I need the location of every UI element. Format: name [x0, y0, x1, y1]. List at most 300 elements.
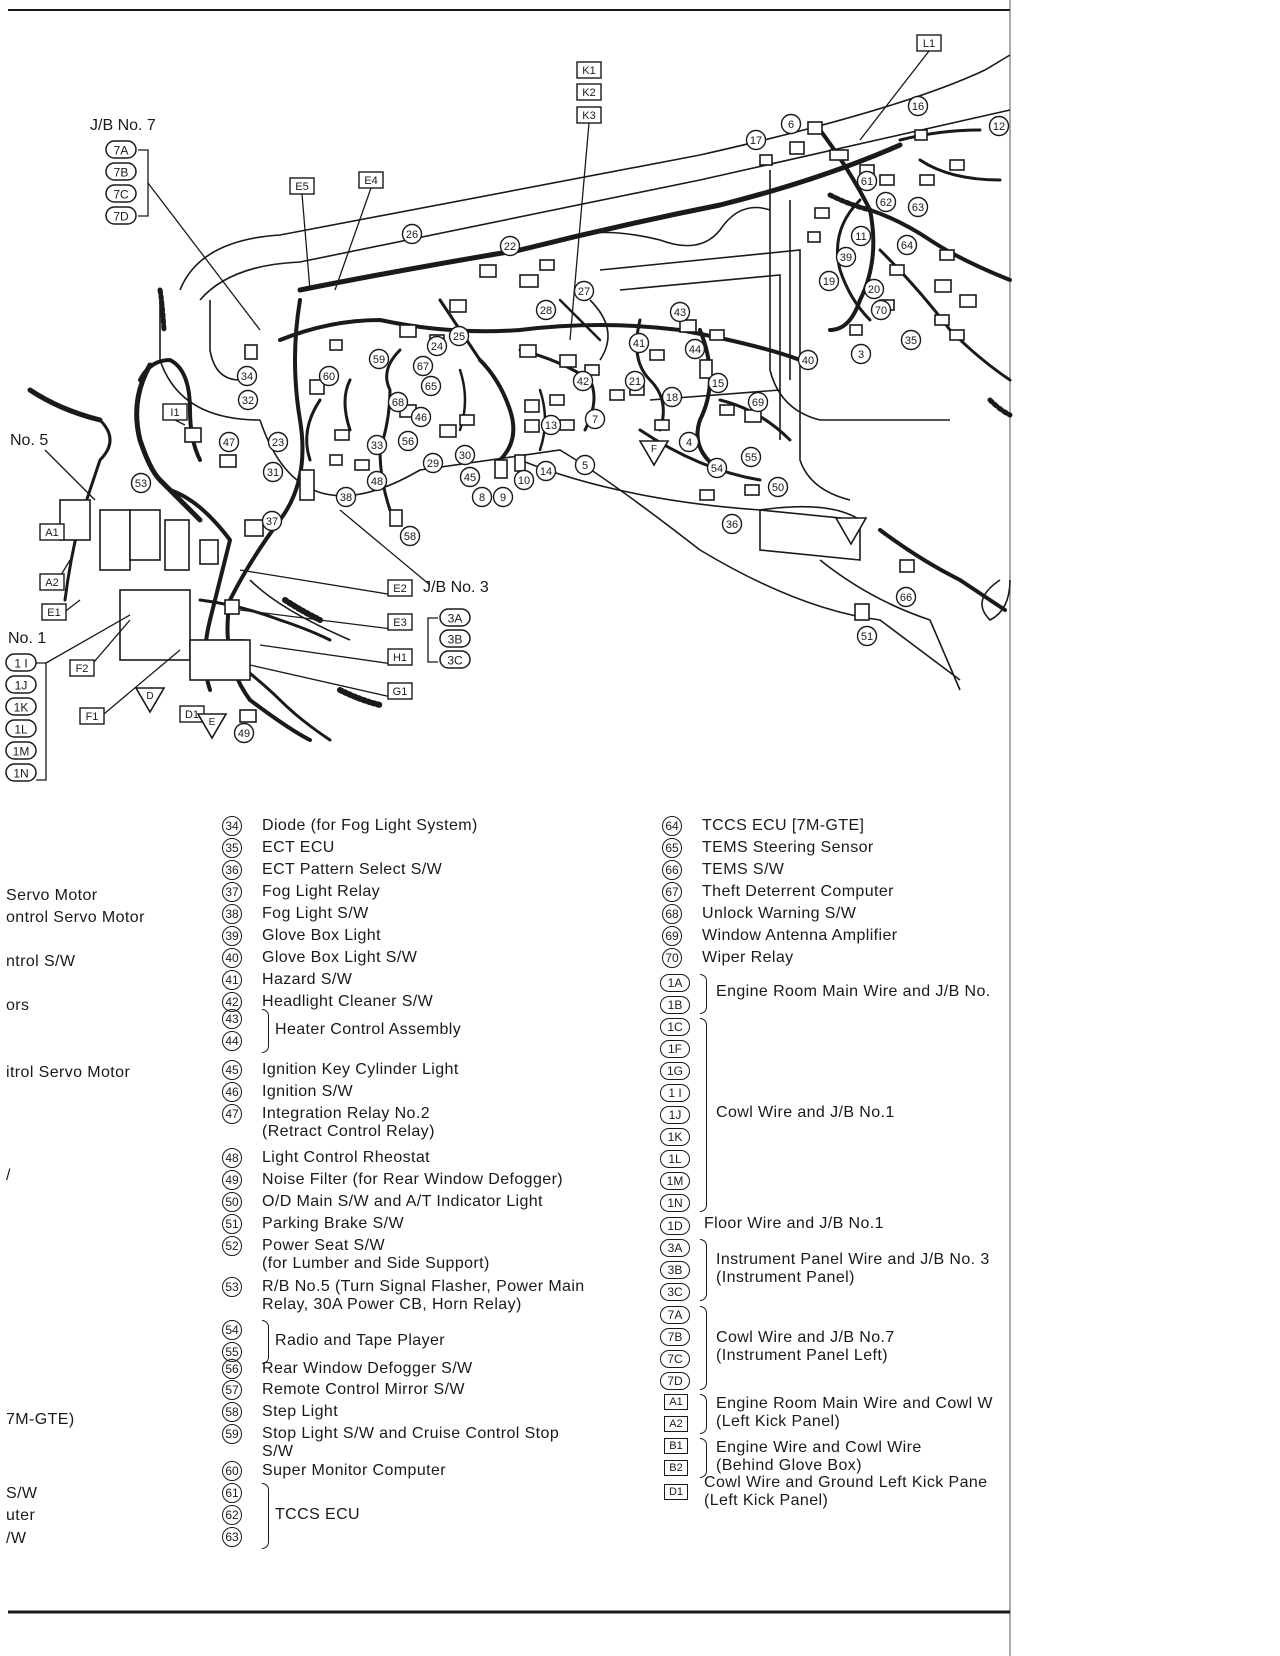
callout-47: [220, 433, 239, 452]
svg-text:47: 47: [222, 437, 236, 449]
rb5-title: No. 5: [10, 432, 49, 449]
svg-text:F1: F1: [85, 711, 99, 723]
legend-middle-text: Hazard S/W: [262, 971, 353, 988]
callout-45: [461, 468, 480, 487]
callout-49: [235, 724, 254, 743]
callout-53: [132, 474, 151, 493]
jb7-code-0: [106, 141, 136, 158]
svg-text:3A: 3A: [447, 611, 463, 626]
legend-code-badge: B2: [664, 1460, 688, 1476]
jb7-code-1: [106, 163, 136, 180]
callout-24: [428, 337, 447, 356]
legend-right-text: Unlock Warning S/W: [702, 905, 857, 922]
svg-text:25: 25: [452, 331, 466, 343]
box-label-k1: [577, 62, 601, 78]
legend-group-text: Cowl Wire and Ground Left Kick Pane: [704, 1474, 988, 1491]
callout-69: [749, 393, 768, 412]
legend-code-badge: 1K: [660, 1128, 690, 1146]
callout-33: [368, 436, 387, 455]
svg-text:54: 54: [710, 463, 724, 475]
jb1-code-2: [6, 698, 36, 715]
svg-text:48: 48: [370, 476, 384, 488]
legend-num-badge: 56: [222, 1359, 242, 1379]
legend-code-badge: 7C: [660, 1350, 690, 1368]
jb1-group: [6, 615, 130, 781]
box-label-a1: [40, 524, 64, 540]
legend-num-badge: 45: [222, 1060, 242, 1080]
callout-8: [473, 488, 492, 507]
legend-code-badge: B1: [664, 1438, 688, 1454]
callout-61: [858, 172, 877, 191]
svg-text:24: 24: [430, 341, 444, 353]
callout-60: [320, 367, 339, 386]
legend-num-badge: 54: [222, 1320, 242, 1340]
legend-num-badge: 55: [222, 1342, 242, 1362]
svg-text:46: 46: [414, 412, 428, 424]
legend-code-badge: 3C: [660, 1283, 690, 1301]
svg-text:7D: 7D: [113, 209, 129, 224]
svg-text:1K: 1K: [13, 700, 29, 715]
callout-20: [865, 280, 884, 299]
svg-text:53: 53: [134, 478, 148, 490]
legend-code-badge: 1L: [660, 1150, 690, 1168]
svg-text:K3: K3: [582, 110, 596, 122]
legend-middle-text: Glove Box Light: [262, 927, 381, 944]
legend-num-badge: 46: [222, 1082, 242, 1102]
svg-text:26: 26: [405, 229, 419, 241]
svg-text:I1: I1: [170, 407, 180, 419]
svg-text:69: 69: [751, 397, 765, 409]
legend-num-badge: 64: [662, 816, 682, 836]
legend-left-item: 7M-GTE): [6, 1411, 75, 1428]
legend-middle-text: Ignition S/W: [262, 1083, 354, 1100]
legend-left-item: /W: [6, 1530, 27, 1547]
legend-num-badge: 44: [222, 1031, 242, 1051]
svg-text:9: 9: [499, 492, 507, 504]
callout-13: [542, 416, 561, 435]
legend-left-item: uter: [6, 1507, 36, 1524]
svg-text:36: 36: [725, 519, 739, 531]
legend-code-badge: 1A: [660, 974, 690, 992]
callout-67: [414, 357, 433, 376]
legend-num-badge: 68: [662, 904, 682, 924]
ground-triangle-console: [836, 518, 866, 544]
svg-text:E3: E3: [393, 617, 407, 629]
legend-num-badge: 39: [222, 926, 242, 946]
callout-70: [872, 301, 891, 320]
legend-group-text: Cowl Wire and J/B No.7: [716, 1329, 895, 1346]
legend-num-badge: 63: [222, 1527, 242, 1547]
legend-middle-text: R/B No.5 (Turn Signal Flasher, Power Main: [262, 1278, 585, 1295]
legend-num-badge: 50: [222, 1192, 242, 1212]
jb3-code-2: [440, 651, 470, 668]
box-label-k2: [577, 84, 601, 100]
callout-50: [769, 478, 788, 497]
svg-text:70: 70: [874, 305, 888, 317]
legend-right-text: Window Antenna Amplifier: [702, 927, 898, 944]
legend-middle-text: Parking Brake S/W: [262, 1215, 404, 1232]
legend-left-item: S/W: [6, 1485, 38, 1502]
svg-text:43: 43: [673, 307, 687, 319]
legend-num-badge: 40: [222, 948, 242, 968]
legend-num-badge: 62: [222, 1505, 242, 1525]
legend-group-text2: (Behind Glove Box): [716, 1457, 862, 1474]
legend-code-badge: D1: [664, 1484, 688, 1500]
legend-middle-text: Headlight Cleaner S/W: [262, 993, 434, 1010]
svg-text:E1: E1: [47, 607, 61, 619]
jb7-title: J/B No. 7: [90, 117, 156, 134]
svg-text:38: 38: [339, 492, 353, 504]
legend-code-badge: 1 I: [660, 1084, 690, 1102]
callout-43: [671, 303, 690, 322]
jb1-code-3: [6, 720, 36, 737]
ground-triangle-e: [198, 714, 226, 738]
svg-text:11: 11: [855, 231, 867, 243]
legend-group-text2: (Instrument Panel Left): [716, 1347, 888, 1364]
legend-middle-text: Integration Relay No.2: [262, 1105, 431, 1122]
callout-21: [626, 372, 645, 391]
legend-group-text: Floor Wire and J/B No.1: [704, 1215, 884, 1232]
legend-code-badge: 3B: [660, 1261, 690, 1279]
svg-text:68: 68: [391, 397, 405, 409]
jb1-code-4: [6, 742, 36, 759]
svg-text:30: 30: [458, 450, 472, 462]
svg-text:K1: K1: [582, 65, 596, 77]
svg-text:7B: 7B: [113, 165, 129, 180]
box-label-l1: [860, 35, 941, 140]
callout-17: [747, 131, 766, 150]
svg-text:41: 41: [632, 338, 646, 350]
legend-num-badge: 42: [222, 992, 242, 1012]
legend-code-badge: 7A: [660, 1306, 690, 1324]
svg-text:K2: K2: [582, 87, 596, 99]
legend-group-text: Engine Wire and Cowl Wire: [716, 1439, 922, 1456]
svg-text:3B: 3B: [447, 632, 463, 647]
legend-middle-text2: (for Lumber and Side Support): [262, 1255, 490, 1272]
svg-text:17: 17: [749, 135, 763, 147]
legend-code-badge: A1: [664, 1394, 688, 1410]
legend-group-text2: (Instrument Panel): [716, 1269, 855, 1286]
callout-5: [576, 456, 595, 475]
legend-middle-text2: Relay, 30A Power CB, Horn Relay): [262, 1296, 522, 1313]
legend-num-badge: 53: [222, 1277, 242, 1297]
legend-num-badge: 38: [222, 904, 242, 924]
callout-25: [450, 327, 469, 346]
jb1-code-0: [6, 654, 36, 671]
svg-text:35: 35: [904, 335, 918, 347]
svg-text:7A: 7A: [113, 143, 129, 158]
svg-text:27: 27: [577, 286, 591, 298]
svg-text:23: 23: [271, 437, 285, 449]
legend-middle-text2: S/W: [262, 1443, 294, 1460]
svg-text:16: 16: [911, 101, 925, 113]
legend-brace: [700, 1306, 707, 1390]
legend-code-badge: 1J: [660, 1106, 690, 1124]
svg-text:33: 33: [370, 440, 384, 452]
svg-text:1N: 1N: [13, 766, 29, 781]
legend-right-text: Theft Deterrent Computer: [702, 883, 894, 900]
legend-brace: [262, 1320, 269, 1364]
legend-num-badge: 36: [222, 860, 242, 880]
legend-num-badge: 70: [662, 948, 682, 968]
legend-group-text: Engine Room Main Wire and J/B No.: [716, 983, 991, 1000]
svg-text:1M: 1M: [12, 744, 30, 759]
legend-num-badge: 69: [662, 926, 682, 946]
ground-triangle-d: [136, 688, 164, 712]
legend-middle-text: Stop Light S/W and Cruise Control Stop: [262, 1425, 560, 1442]
callout-9: [494, 488, 513, 507]
ground-triangle-f: [640, 441, 668, 465]
svg-text:45: 45: [463, 472, 477, 484]
legend-brace: [700, 1394, 707, 1434]
legend-brace: [700, 974, 707, 1014]
callout-12: [990, 117, 1009, 136]
callout-65: [422, 377, 441, 396]
svg-text:40: 40: [801, 355, 815, 367]
callout-62: [877, 193, 896, 212]
svg-text:67: 67: [416, 361, 430, 373]
legend-left-item: ontrol Servo Motor: [6, 909, 145, 926]
svg-text:1 I: 1 I: [14, 656, 28, 671]
callout-30: [456, 446, 475, 465]
callout-35: [902, 331, 921, 350]
callout-41: [630, 334, 649, 353]
callout-31: [264, 463, 283, 482]
connector-blocks: [60, 122, 976, 722]
callout-55: [742, 448, 761, 467]
callout-40: [799, 351, 818, 370]
legend-code-badge: 1M: [660, 1172, 690, 1190]
legend-code-badge: 7D: [660, 1372, 690, 1390]
legend-group-text2: (Left Kick Panel): [716, 1413, 841, 1430]
legend-num-badge: 41: [222, 970, 242, 990]
svg-text:31: 31: [266, 467, 280, 479]
callout-7: [586, 410, 605, 429]
callout-23: [269, 433, 288, 452]
callout-39: [837, 248, 856, 267]
svg-text:7: 7: [591, 414, 599, 426]
svg-text:56: 56: [401, 436, 415, 448]
legend-group-text: Cowl Wire and J/B No.1: [716, 1104, 895, 1121]
callout-56: [399, 432, 418, 451]
legend-num-badge: 52: [222, 1236, 242, 1256]
jb7-code-2: [106, 185, 136, 202]
callout-18: [663, 388, 682, 407]
legend-middle-text2: (Retract Control Relay): [262, 1123, 435, 1140]
callout-37: [263, 512, 282, 531]
svg-text:66: 66: [899, 592, 913, 604]
legend-middle-text: Remote Control Mirror S/W: [262, 1381, 465, 1398]
legend-num-badge: 35: [222, 838, 242, 858]
svg-text:29: 29: [426, 458, 440, 470]
svg-text:28: 28: [539, 305, 553, 317]
legend-brace: [262, 1009, 269, 1053]
callout-14: [537, 462, 556, 481]
callout-28: [537, 301, 556, 320]
jb7-codes: [106, 141, 136, 224]
jb3-title: J/B No. 3: [423, 579, 489, 596]
svg-text:15: 15: [711, 378, 725, 390]
legend-brace: [262, 1483, 269, 1549]
callout-19: [820, 272, 839, 291]
svg-text:A1: A1: [45, 527, 59, 539]
svg-text:51: 51: [860, 631, 874, 643]
legend-middle-text: Super Monitor Computer: [262, 1462, 446, 1479]
box-label-h1: [260, 645, 412, 665]
jb7-group: [90, 117, 260, 330]
callout-3: [852, 345, 871, 364]
svg-text:42: 42: [576, 376, 590, 388]
jb7-code-3: [106, 207, 136, 224]
legend-num-badge: 51: [222, 1214, 242, 1234]
callout-11: [852, 227, 871, 246]
legend-num-badge: 65: [662, 838, 682, 858]
svg-text:34: 34: [240, 371, 254, 383]
callout-58: [401, 527, 420, 546]
jb1-code-5: [6, 764, 36, 781]
legend-brace: [700, 1438, 707, 1478]
box-label-e2: [240, 570, 412, 596]
legend-right-text: TEMS Steering Sensor: [702, 839, 874, 856]
svg-text:39: 39: [839, 252, 853, 264]
legend-middle-text: Fog Light S/W: [262, 905, 369, 922]
legend-middle-text: O/D Main S/W and A/T Indicator Light: [262, 1193, 543, 1210]
legend-num-badge: 60: [222, 1461, 242, 1481]
svg-text:3C: 3C: [447, 653, 463, 668]
svg-text:1J: 1J: [14, 678, 28, 693]
legend-num-badge: 47: [222, 1104, 242, 1124]
svg-text:63: 63: [911, 202, 925, 214]
svg-text:61: 61: [860, 176, 874, 188]
legend-code-badge: 1C: [660, 1018, 690, 1036]
callout-64: [898, 236, 917, 255]
legend-right-text: Wiper Relay: [702, 949, 794, 966]
jb3-code-0: [440, 609, 470, 626]
legend-group-text: Instrument Panel Wire and J/B No. 3: [716, 1251, 990, 1268]
svg-text:D: D: [146, 691, 154, 702]
legend-num-badge: 48: [222, 1148, 242, 1168]
legend-num-badge: 49: [222, 1170, 242, 1190]
svg-text:5: 5: [581, 460, 589, 472]
callout-38: [337, 488, 356, 507]
legend-left-item: Servo Motor: [6, 887, 98, 904]
callout-26: [403, 225, 422, 244]
svg-text:3: 3: [857, 349, 865, 361]
callout-51: [858, 627, 877, 646]
callout-15: [709, 374, 728, 393]
box-label-k3: [570, 107, 601, 340]
svg-text:D1: D1: [184, 709, 200, 721]
svg-text:L1: L1: [922, 38, 936, 50]
legend-code-badge: 1N: [660, 1194, 690, 1212]
legend-middle-text: Glove Box Light S/W: [262, 949, 418, 966]
legend-middle-text: Step Light: [262, 1403, 339, 1420]
legend-left-item: ors: [6, 997, 30, 1014]
jb3-code-1: [440, 630, 470, 647]
svg-text:4: 4: [685, 437, 693, 449]
legend-code-badge: 1B: [660, 996, 690, 1014]
svg-text:7C: 7C: [113, 187, 129, 202]
legend-left-item: /: [6, 1167, 11, 1184]
legend-middle-text: Radio and Tape Player: [275, 1332, 445, 1349]
legend-middle-text: Noise Filter (for Rear Window Defogger): [262, 1171, 564, 1188]
svg-text:E: E: [208, 717, 216, 728]
svg-text:F: F: [650, 444, 658, 455]
legend-middle-text: Power Seat S/W: [262, 1237, 385, 1254]
legend-middle-text: ECT Pattern Select S/W: [262, 861, 443, 878]
svg-text:20: 20: [867, 284, 881, 296]
callout-6: [782, 115, 801, 134]
svg-text:F2: F2: [75, 663, 89, 675]
callout-66: [897, 588, 916, 607]
svg-text:13: 13: [544, 420, 558, 432]
legend-brace: [700, 1239, 707, 1301]
callout-36: [723, 515, 742, 534]
svg-text:E5: E5: [295, 181, 309, 193]
legend-group-text: Engine Room Main Wire and Cowl W: [716, 1395, 993, 1412]
svg-text:44: 44: [688, 344, 702, 356]
legend-right-text: TCCS ECU [7M-GTE]: [702, 817, 865, 834]
svg-text:E2: E2: [393, 583, 407, 595]
legend-num-badge: 57: [222, 1380, 242, 1400]
svg-text:37: 37: [265, 516, 279, 528]
svg-text:62: 62: [879, 197, 893, 209]
svg-text:A2: A2: [45, 577, 59, 589]
legend-code-badge: 7B: [660, 1328, 690, 1346]
box-label-i1: [163, 404, 187, 425]
svg-text:64: 64: [900, 240, 914, 252]
svg-text:1L: 1L: [14, 722, 28, 737]
legend-num-badge: 67: [662, 882, 682, 902]
svg-text:8: 8: [478, 492, 486, 504]
box-label-e1: [42, 600, 80, 620]
svg-text:14: 14: [539, 466, 553, 478]
callout-68: [389, 393, 408, 412]
legend-middle-text: TCCS ECU: [275, 1506, 360, 1523]
callout-44: [686, 340, 705, 359]
legend-code-badge: 3A: [660, 1239, 690, 1257]
legend-num-badge: 37: [222, 882, 242, 902]
svg-text:H1: H1: [392, 652, 408, 664]
rb5-group: [10, 432, 95, 500]
legend-code-badge: 1D: [660, 1217, 690, 1235]
callout-63: [909, 198, 928, 217]
svg-text:60: 60: [322, 371, 336, 383]
legend-brace: [700, 1018, 707, 1212]
legend-num-badge: 43: [222, 1009, 242, 1029]
svg-text:21: 21: [628, 376, 642, 388]
box-label-e3: [240, 610, 412, 630]
box-label-e4: [335, 172, 383, 290]
callout-16: [909, 97, 928, 116]
legend-group-text2: (Left Kick Panel): [704, 1492, 829, 1509]
svg-text:58: 58: [403, 531, 417, 543]
svg-text:50: 50: [771, 482, 785, 494]
legend-middle-text: Diode (for Fog Light System): [262, 817, 478, 834]
legend-middle-text: Rear Window Defogger S/W: [262, 1360, 473, 1377]
jb1-code-1: [6, 676, 36, 693]
svg-text:10: 10: [517, 475, 531, 487]
legend-left-item: itrol Servo Motor: [6, 1064, 131, 1081]
callout-48: [368, 472, 387, 491]
svg-text:18: 18: [665, 392, 679, 404]
svg-text:32: 32: [241, 395, 255, 407]
svg-text:6: 6: [787, 119, 795, 131]
callout-22: [501, 237, 520, 256]
legend-left-item: ntrol S/W: [6, 953, 76, 970]
legend-code-badge: 1G: [660, 1062, 690, 1080]
legend-num-badge: 61: [222, 1483, 242, 1503]
